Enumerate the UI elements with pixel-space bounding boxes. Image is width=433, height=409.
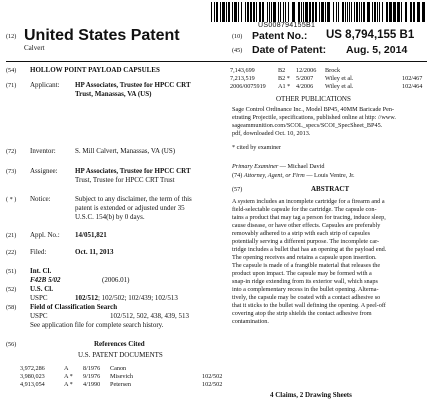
barcode-bar (271, 2, 272, 22)
barcode-bar (417, 2, 420, 22)
abstract-code: (57) (232, 186, 243, 193)
patent-ref-name: Canon (110, 365, 127, 372)
patent-ref-date: 8/1976 (83, 365, 101, 372)
patent-ref-kind: B2 * (278, 75, 290, 82)
abstract-line: cause disease, or have other effects. Capsules are preferably (232, 222, 381, 229)
barcode-bar (377, 2, 378, 22)
barcode-bar (280, 2, 281, 22)
barcode-bar (342, 2, 344, 22)
notice-label: Notice: (30, 195, 51, 203)
refs-subtitle: U.S. PATENT DOCUMENTS (78, 351, 163, 359)
barcode-bar (250, 2, 252, 22)
barcode (211, 2, 425, 22)
assignee-label: Assignee: (30, 167, 58, 175)
refs-title: References Cited (94, 340, 145, 348)
barcode-bar (234, 2, 237, 22)
attorney-value: — Louis Ventre, Jr. (304, 172, 355, 179)
barcode-bar (262, 2, 264, 22)
uscl-uspc: USPC (30, 294, 48, 302)
field-value: 102/512, 502, 438, 439, 513 (110, 312, 189, 320)
notice-code: ( * ) (6, 196, 17, 203)
patent-ref-num: 4,913,054 (20, 381, 45, 388)
barcode-bar (338, 2, 339, 22)
patent-ref-name: Wiley et al. (325, 75, 354, 82)
barcode-bar (303, 2, 304, 22)
intcl-label: Int. Cl. (30, 267, 52, 275)
barcode-bar (220, 2, 221, 22)
patent-ref-row (20, 365, 225, 373)
barcode-bar (354, 2, 355, 22)
abstract-line: potentially serving a different purpose. The incomplete car- (232, 238, 380, 245)
patent-ref-row (230, 83, 426, 91)
barcode-bar (319, 2, 320, 22)
filed-code: (22) (6, 249, 17, 256)
barcode-bar (410, 2, 412, 22)
applicant-line2 (75, 90, 151, 98)
notice-line1: Subject to any disclaimer, the term of this (75, 195, 192, 203)
header-rule (6, 61, 427, 62)
assignee-line1: HP Associates, Trustee for HPCC CRT (75, 167, 191, 175)
other-pubs-line-3: sageammunition.com/SCOL_specs/SCOI_SpecSheet_BP45. (232, 122, 383, 129)
uscl-label: U.S. Cl. (30, 285, 53, 293)
patent-ref-name: Petersen (110, 381, 131, 388)
patent-ref-kind: B2 (278, 67, 286, 74)
attorney-label: Attorney, Agent, or Firm (243, 172, 305, 179)
patent-ref-row (20, 373, 225, 381)
barcode-bar (393, 2, 396, 22)
patent-ref-date: 4/2006 (296, 83, 314, 90)
barcode-bar (356, 2, 358, 22)
patent-ref-num: 3,972,286 (20, 365, 45, 372)
patent-ref-num: 2006/0075919 (230, 83, 266, 90)
examiner-label: Primary Examiner (232, 163, 279, 170)
uscl-value-bold: 102/512 (75, 294, 98, 302)
patent-ref-row (20, 381, 225, 389)
patent-ref-cls: 102/464 (402, 83, 423, 90)
filed-value: Oct. 11, 2013 (75, 248, 114, 256)
patent-ref-name: Brock (325, 67, 341, 74)
barcode-bar (379, 2, 380, 22)
barcode-bar (301, 2, 302, 22)
barcode-bar (363, 2, 365, 22)
barcode-bar (256, 2, 257, 22)
barcode-bar (216, 2, 218, 22)
abstract-line: removably adhered to a strip with each strip of capsules (232, 230, 370, 237)
attorney-line (232, 172, 355, 180)
intcl-year: (2006.01) (102, 276, 130, 284)
abstract-body (232, 198, 427, 326)
abstract-title: ABSTRACT (311, 185, 350, 193)
uscl-code: (52) (6, 286, 17, 293)
applicant-code: (71) (6, 82, 17, 89)
barcode-bar (372, 2, 373, 22)
abstract-line: covering atop the strip shields the contact adhesive from (232, 310, 372, 317)
examiner-value: — Michael David (278, 163, 325, 170)
applicant-line1: HP Associates, Trustee for HPCC CRT (75, 81, 191, 89)
left-refs-table (20, 365, 225, 389)
code-45: (45) (232, 47, 243, 54)
barcode-bar (245, 2, 246, 22)
code-12: (12) (6, 33, 17, 40)
barcode-bar (413, 2, 415, 22)
inventor-label: Inventor: (30, 147, 56, 155)
other-pubs-title: OTHER PUBLICATIONS (276, 95, 351, 103)
barcode-bar (336, 2, 337, 22)
appl-code: (21) (6, 232, 17, 239)
barcode-bar (374, 2, 376, 22)
barcode-bar (345, 2, 346, 22)
abstract-line: The opening receives and retains a capsule upon insertion. (232, 254, 377, 261)
appl-label: Appl. No.: (30, 231, 60, 239)
barcode-bar (283, 2, 284, 22)
barcode-bar (386, 2, 388, 22)
barcode-bar (347, 2, 348, 22)
barcode-bar (269, 2, 270, 22)
assignee-line2: Trust, Trustee for HPCC CRT Trust (75, 176, 175, 184)
barcode-bar (214, 2, 215, 22)
other-pubs-line-1: Sage Control Ordinance Inc., Model BP45, 40MM Baricade Pen- (232, 106, 395, 113)
notice-line2: patent is extended or adjusted under 35 (75, 204, 185, 212)
patent-title: HOLLOW POINT PAYLOAD CAPSULES (30, 66, 160, 74)
uscl-value (75, 294, 178, 302)
patent-no-value: US 8,794,155 B1 (326, 29, 415, 41)
assignee-code: (73) (6, 168, 17, 175)
barcode-bar (247, 2, 249, 22)
barcode-bar (241, 2, 242, 22)
barcode-bar (222, 2, 225, 22)
barcode-bar (397, 2, 400, 22)
barcode-bar (349, 2, 350, 22)
abstract-line: A system includes an incomplete cartridge for a firearm and a (232, 198, 385, 205)
other-pubs-line-4: pdf, downloaded Oct. 10, 2013. (232, 130, 311, 137)
barcode-bar (422, 2, 425, 22)
barcode-bar (333, 2, 334, 22)
abstract-line: The capsule is made of a frangible material that releases the (232, 262, 381, 269)
abstract-line: tains a product that may tag a person for tracing, induce sleep, (232, 214, 386, 221)
barcode-bar (278, 2, 279, 22)
patent-ref-num: 7,143,699 (230, 67, 255, 74)
field-note: See application file for complete search history. (30, 321, 164, 329)
intcl-code: (51) (6, 268, 17, 275)
barcode-bar (325, 2, 326, 22)
patent-ref-row (230, 67, 426, 75)
barcode-bar (267, 2, 268, 22)
claims-line: 4 Claims, 2 Drawing Sheets (270, 391, 352, 399)
abstract-line: tridge includes a bullet that has an opening at the payload end. (232, 246, 387, 253)
barcode-bar (298, 2, 300, 22)
field-code: (58) (6, 304, 17, 311)
barcode-bar (259, 2, 261, 22)
applicant-line2-text: Trust, Manassas, VA (US) (75, 90, 152, 98)
right-refs-table (230, 67, 426, 91)
filed-label: Filed: (30, 248, 47, 256)
patent-ref-cls: 102/467 (402, 75, 423, 82)
attorney-code: (74) (232, 172, 243, 179)
notice-line3: U.S.C. 154(b) by 0 days. (75, 213, 145, 221)
barcode-bar (288, 2, 289, 22)
barcode-bar (315, 2, 317, 22)
inventor-value: S. Mill Calvert, Manassas, VA (US) (75, 147, 176, 155)
examiner-line (232, 163, 324, 171)
patent-ref-kind: A1 * (278, 83, 291, 90)
barcode-bar (327, 2, 330, 22)
patent-ref-name: Wiley et al. (325, 83, 354, 90)
country-title: United States Patent (24, 27, 180, 44)
refs-code: (56) (6, 341, 17, 348)
barcode-bar (389, 2, 392, 22)
other-pubs-line-2: etrating Projectile, specifications, published online at http: //www. (232, 114, 396, 121)
date-value: Aug. 5, 2014 (346, 44, 408, 56)
barcode-bar (351, 2, 352, 22)
patent-no-label: Patent No.: (252, 30, 308, 42)
barcode-bar (401, 2, 402, 22)
patent-ref-kind: A * (64, 381, 73, 388)
cited-note: * cited by examiner (232, 144, 281, 151)
barcode-bar (226, 2, 227, 22)
abstract-line: that it sticks to the bullet wall defining the opening. A peel-off (232, 302, 386, 309)
uscl-value-rest: ; 102/502; 102/439; 102/513 (97, 294, 178, 302)
barcode-number: US008794155B1 (258, 22, 316, 29)
applicant-label: Applicant: (30, 81, 60, 89)
patent-ref-kind: A * (64, 373, 73, 380)
barcode-bar (405, 2, 407, 22)
abstract-line: field-selectable capsule for the cartridge. The capsule con- (232, 206, 377, 213)
abstract-line: snap-in ridge extending from its exterior wall, which snaps (232, 278, 378, 285)
barcode-bar (211, 2, 212, 22)
barcode-bar (382, 2, 383, 22)
abstract-line: tively, the capsule may be coated with a contact adhesive so (232, 294, 381, 301)
date-label: Date of Patent: (252, 44, 327, 56)
field-uspc: USPC (30, 312, 48, 320)
barcode-bar (228, 2, 230, 22)
code-10: (10) (232, 33, 243, 40)
barcode-bar (305, 2, 308, 22)
inventor-surname: Calvert (24, 44, 45, 52)
title-code: (54) (6, 67, 17, 74)
barcode-bar (273, 2, 276, 22)
patent-ref-kind: A (64, 365, 69, 372)
abstract-line: contamination. (232, 318, 269, 325)
patent-ref-row (230, 75, 426, 83)
barcode-bar (309, 2, 311, 22)
patent-ref-cls: 102/502 (202, 381, 223, 388)
patent-ref-date: 12/2006 (296, 67, 317, 74)
abstract-line: product upon impact. The capsule may be formed with a (232, 270, 372, 277)
appl-value: 14/051,821 (75, 231, 107, 239)
barcode-bar (285, 2, 286, 22)
patent-ref-date: 4/1990 (83, 381, 101, 388)
intcl-class: F42B 5/02 (30, 276, 61, 284)
barcode-bar (232, 2, 233, 22)
patent-ref-num: 7,213,519 (230, 75, 255, 82)
barcode-bar (312, 2, 314, 22)
barcode-bar (361, 2, 362, 22)
barcode-bar (321, 2, 324, 22)
patent-ref-num: 3,980,023 (20, 373, 45, 380)
barcode-bar (359, 2, 360, 22)
inventor-code: (72) (6, 148, 17, 155)
barcode-bar (238, 2, 239, 22)
patent-ref-date: 5/2007 (296, 75, 314, 82)
patent-ref-cls: 102/502 (202, 373, 223, 380)
field-label: Field of Classification Search (30, 303, 118, 311)
barcode-bar (253, 2, 255, 22)
patent-ref-date: 9/1976 (83, 373, 101, 380)
barcode-bar (367, 2, 370, 22)
barcode-bar (292, 2, 295, 22)
patent-ref-name: Misevich (110, 373, 134, 380)
abstract-line: into a complementary recess in the bullet opening. Alterna- (232, 286, 379, 293)
